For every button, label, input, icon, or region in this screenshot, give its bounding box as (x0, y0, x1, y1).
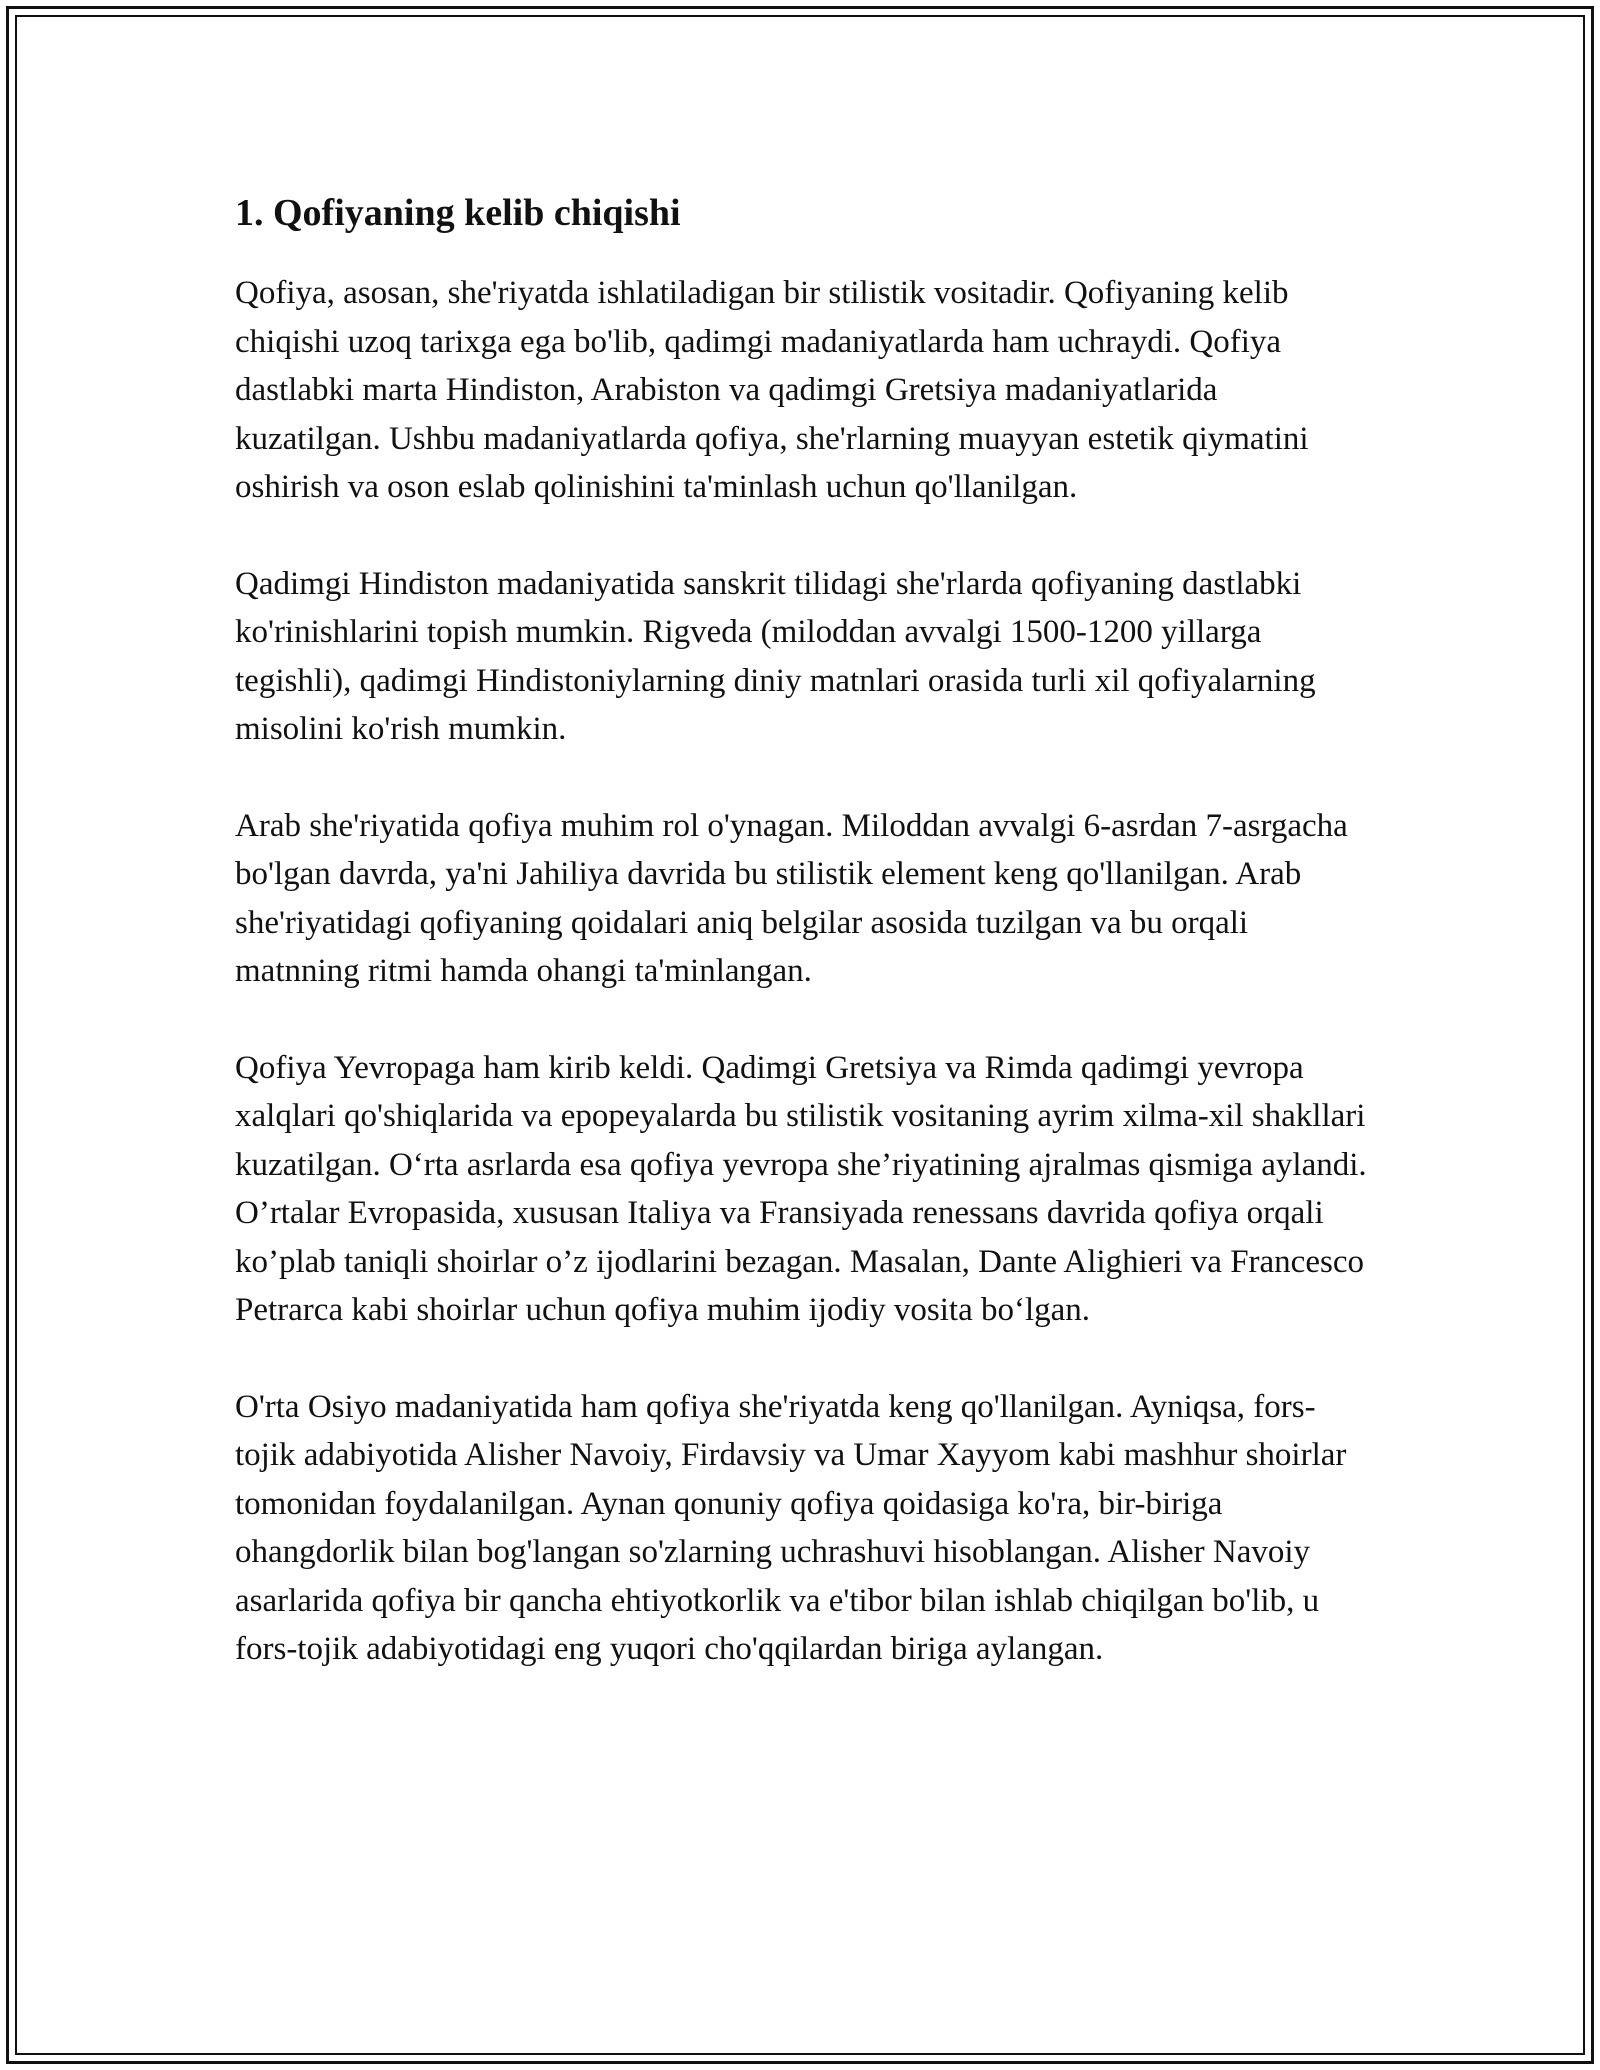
paragraph-europe: Qofiya Yevropaga ham kirib keldi. Qadimgi Gretsiya va Rimda qadimgi yevropa xalqlari qo'shiqlarida va epopeyalarda bu stilistik vositaning ayrim xilma-xil shakllari kuzatilgan. O‘rta asrlarda esa qofiya yevropa she’riyatining ajralmas qismiga aylandi. O’rtalar Evropasida, xususan Italiya va Fransiyada renessans davrida qofiya orqali ko’plab taniqli shoirlar o’z ijodlarini bezagan. Masalan, Dante Alighieri va Francesco Petrarca kabi shoirlar uchun qofiya muhim ijodiy vosita bo‘lgan. (235, 1049, 1367, 1328)
document-body (235, 185, 1370, 1722)
section-heading: 1. Qofiyaning kelib chiqishi (235, 192, 681, 234)
paragraph-arab-poetry: Arab she'riyatida qofiya muhim rol o'ynagan. Miloddan avvalgi 6-asrdan 7-asrgacha bo'lgan davrda, ya'ni Jahiliya davrida bu stilistik element keng qo'llanilgan. Arab she'riyatidagi qofiyaning qoidalari aniq belgilar asosida tuzilgan va bu orqali matnning ritmi hamda ohangi ta'minlangan. (235, 807, 1348, 989)
paragraph-origin-overview: Qofiya, asosan, she'riyatda ishlatiladigan bir stilistik vositadir. Qofiyaning kelib chiqishi uzoq tarixga ega bo'lib, qadimgi madaniyatlarda ham uchraydi. Qofiya dastlabki marta Hindiston, Arabiston va qadimgi Gretsiya madaniyatlarida kuzatilgan. Ushbu madaniyatlarda qofiya, she'rlarning muayyan estetik qiymatini oshirish va oson eslab qolinishini ta'minlash uchun qo'llanilgan. (235, 275, 1309, 505)
paragraph-ancient-india: Qadimgi Hindiston madaniyatida sanskrit tilidagi she'rlarda qofiyaning dastlabki ko'rinishlarini topish mumkin. Rigveda (miloddan avvalgi 1500-1200 yillarga tegishli), qadimgi Hindistoniylarning diniy matnlari orasida turli xil qofiyalarning misolini ko'rish mumkin. (235, 565, 1316, 747)
paragraph-central-asia: O'rta Osiyo madaniyatida ham qofiya she'riyatda keng qo'llanilgan. Ayniqsa, fors-tojik adabiyotida Alisher Navoiy, Firdavsiy va Umar Xayyom kabi mashhur shoirlar tomonidan foydalanilgan. Aynan qonuniy qofiya qoidasiga ko'ra, bir-biriga ohangdorlik bilan bog'langan so'zlarning uchrashuvi hisoblangan. Alisher Navoiy asarlarida qofiya bir qancha ehtiyotkorlik va e'tibor bilan ishlab chiqilgan bo'lib, u fors-tojik adabiyotidagi eng yuqori cho'qqilardan biriga aylangan. (235, 1388, 1347, 1667)
